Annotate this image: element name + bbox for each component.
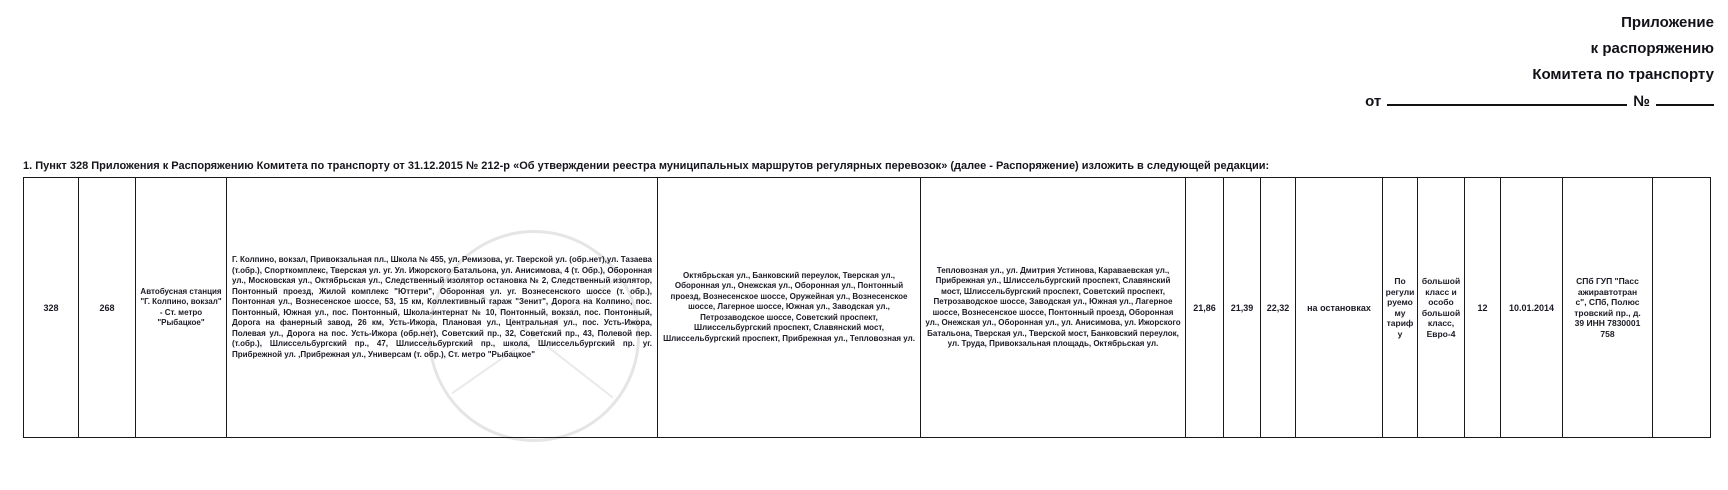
cell-length-forward: 21,86 (1186, 178, 1224, 438)
cell-stops-list: Г. Колпино, вокзал, Привокзальная пл., Школа № 455, ул. Ремизова, уг. Тверской ул. (обр.нет),ул. Тазаева (т.обр.), Спорткомплекс, Тверская ул. уг. Ул. Ижорского Батальона, ул. Анисимова, 4 (т. Обр.), Оборонная ул., Московская ул., Октябрьская ул., Следственный изолятор остановка № 2, Следственный изолятор, Понтонный проезд, Жилой комплекс "Юттери", Оборонная ул. уг. Вознесенского шоссе (т. обр.), Понтонная ул., Вознесенское шоссе, 53, 15 км, Коллективный гараж "Зенит", Дорога на Колпино, пос. Понтонный, Южная ул., пос. Понтонный, Школа-интернат № 10, Понтонный, вокзал, пос. Понтонный, Дорога на фанерный завод, 26 км, Усть-Ижора, Плановая ул., Центральная ул., пос. Усть-Ижора, Полевая ул., Дорога на пос. Усть-Ижора (обр.нет), Советский пр., 32, Советский пр., 43, Полевой пер. (т.обр.), Шлиссельбургский пр., 47, Шлиссельбургский пр., школа, Шлиссельбургский пр. уг. Прибрежной ул. ,Прибрежная ул., Универсам (т. обр.), Ст. метро "Рыбацкое" (227, 178, 658, 438)
cell-boarding-order: на остановках (1296, 178, 1383, 438)
cell-extra (1653, 178, 1711, 438)
number-label: № (1633, 93, 1650, 110)
cell-length-total: 22,32 (1261, 178, 1296, 438)
from-label: от (1365, 93, 1382, 110)
cell-vehicle-count: 12 (1465, 178, 1501, 438)
number-blank-line (1656, 93, 1714, 106)
cell-start-date: 10.01.2014 (1501, 178, 1563, 438)
date-blank-line (1387, 93, 1627, 106)
document-header (1365, 10, 1714, 115)
header-line-order: к распоряжению (1590, 40, 1714, 57)
cell-carrier-info: СПб ГУП "Пассажиравтотранс", СПб, Полюстровский пр., д.39 ИНН 7830001758 (1563, 178, 1653, 438)
route-registry-table (23, 177, 1711, 438)
cell-route-number: 268 (79, 178, 136, 438)
cell-route-name: Автобусная станция "Г. Колпино, вокзал" - Ст. метро "Рыбацкое" (136, 178, 227, 438)
route-table-wrapper (23, 177, 1711, 438)
cell-vehicle-class: большой класс и особо большой класс, Евро-4 (1418, 178, 1465, 438)
cell-streets-forward: Октябрьская ул., Банковский переулок, Тверская ул., Оборонная ул., Онежская ул., Оборонная ул., Понтонный проезд, Вознесенское шоссе, Оружейная ул., Вознесенское шоссе, Лагерное шоссе, Южная ул., Заводская ул., Петрозаводское шоссе, Советский проспект, Шлиссельбургский проспект, Славянский мост, Шлиссельбургский проспект, Прибрежная ул., Тепловозная ул. (658, 178, 921, 438)
intro-paragraph: 1. Пункт 328 Приложения к Распоряжению Комитета по транспорту от 31.12.2015 № 212-р «Об утверждении реестра муниципальных маршрутов регулярных перевозок» (далее - Распоряжение) изложить в следующей редакции: (23, 160, 1270, 172)
cell-streets-backward: Тепловозная ул., ул. Дмитрия Устинова, Караваевская ул., Прибрежная ул., Шлиссельбургский проспект, Славянский мост, Шлиссельбургский проспект, Советский проспект, Петрозаводское шоссе, Заводская ул., Южная ул., Лагерное шоссе, Вознесенское шоссе, Понтонный проезд, Оборонная ул., Онежская ул., Оборонная ул., ул. Анисимова, ул. Ижорского Батальона, Тверская ул., Тверской мост, Банковский переулок, ул. Труда, Привокзальная площадь, Октябрьская ул. (921, 178, 1186, 438)
cell-registry-number: 328 (24, 178, 79, 438)
header-line-committee: Комитета по транспорту (1532, 66, 1714, 83)
table-row (24, 178, 1711, 438)
header-date-number-line (1365, 89, 1714, 115)
cell-length-backward: 21,39 (1224, 178, 1261, 438)
cell-fare-type: По регулируемому тарифу (1383, 178, 1418, 438)
header-line-appendix: Приложение (1621, 14, 1714, 31)
